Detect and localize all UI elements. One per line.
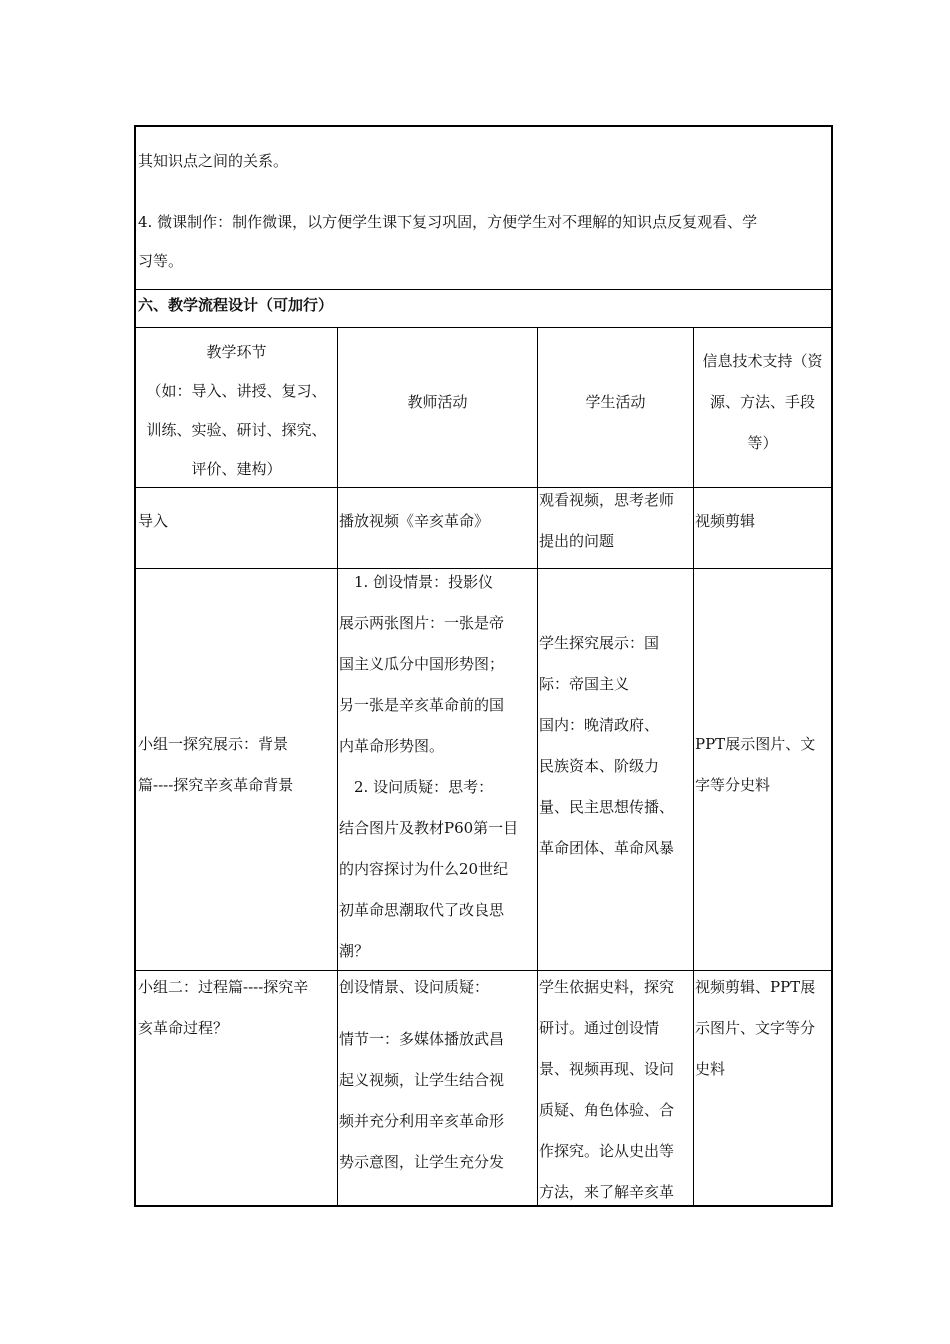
row-student: 学生探究展示：国 际：帝国主义 国内：晚清政府、 民族资本、阶级力 量、民主思想传播、 革命团体、革命风暴	[539, 634, 675, 857]
row-stage: 小组一探究展示：背景 篇----探究辛亥革命背景	[138, 735, 294, 794]
row-stage: 小组二：过程篇----探究辛 亥革命过程？	[138, 978, 309, 1037]
header-teacher: 教师活动	[407, 393, 468, 411]
row-teacher: 1. 创设情景：投影仪 展示两张图片：一张是帝 国主义瓜分中国形势图； 另一张是辛亥革命前的国 内革命形势图。 2. 设问质疑：思考： 结合图片及教材P60第一目 的内容探讨为什么20世纪 初革命思潮取代了改良思 潮？	[339, 573, 519, 960]
fragment-line-2: 4. 微课制作：制作微课，以方便学生课下复习巩固，方便学生对不理解的知识点反复观看、学	[138, 213, 758, 231]
column-divider	[537, 328, 538, 1205]
header-stage: 教学环节 （如：导入、讲授、复习、 训练、实验、研讨、探究、 评价、建构）	[146, 343, 327, 478]
header-student: 学生活动	[585, 393, 646, 411]
lesson-plan-table	[134, 125, 833, 1207]
row-teacher: 播放视频《辛亥革命》	[339, 512, 490, 530]
row-teacher: 创设情景、设问质疑： 情节一：多媒体播放武昌 起义视频，让学生结合视 频并充分利用辛亥革命形 势示意图，让学生充分发	[339, 978, 505, 1171]
column-divider	[337, 328, 338, 1205]
fragment-line-1: 其知识点之间的关系。	[138, 152, 289, 170]
row-tech: PPT展示图片、文 字等分史料	[695, 735, 816, 794]
row-tech: 视频剪辑	[695, 512, 756, 530]
row-student: 观看视频，思考老师 提出的问题	[539, 491, 675, 550]
header-tech: 信息技术支持（资 源、方法、手段 等）	[702, 352, 823, 452]
fragment-line-3: 习等。	[138, 252, 184, 270]
row-stage: 导入	[138, 512, 169, 530]
row-student: 学生依据史料，探究 研讨。通过创设情 景、视频再现、设问 质疑、角色体验、合 作探究。论从史出等 方法，来了解辛亥革	[539, 978, 675, 1201]
section-title: 六、教学流程设计（可加行）	[138, 296, 334, 314]
previous-section-fragment	[136, 127, 831, 290]
section-title-row	[136, 290, 831, 328]
row-tech: 视频剪辑、PPT展 示图片、文字等分 史料	[695, 978, 816, 1078]
